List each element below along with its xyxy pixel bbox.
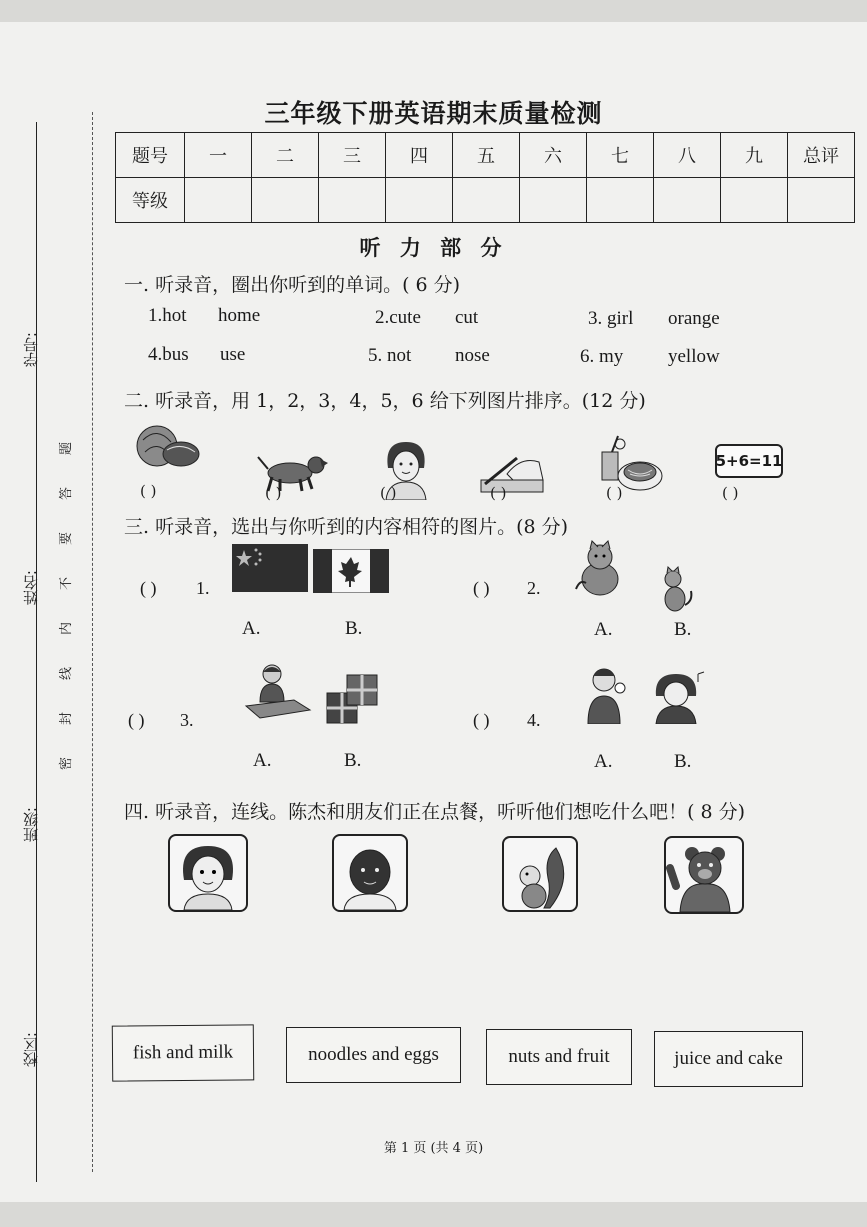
- q1-word[interactable]: nose: [455, 345, 490, 366]
- portrait-boy[interactable]: [332, 834, 408, 912]
- food-label: fish and milk: [132, 1041, 234, 1064]
- option-a: A.: [253, 750, 272, 771]
- equation-text: 5+6=11: [715, 452, 783, 470]
- q2-answer-paren[interactable]: ( ): [606, 484, 623, 502]
- score-cell[interactable]: [721, 178, 788, 223]
- score-cell[interactable]: [386, 178, 453, 223]
- q3-paren[interactable]: ( ): [473, 578, 490, 598]
- option-b: B.: [674, 751, 692, 772]
- food-label: nuts and fruit: [508, 1046, 610, 1067]
- binding-line: [36, 122, 37, 1182]
- score-col: 六: [520, 133, 587, 178]
- q3-number: 1.: [196, 578, 210, 598]
- q1-word[interactable]: use: [220, 344, 246, 365]
- seal-char: 封: [59, 711, 75, 726]
- q1-word[interactable]: 1.hot: [148, 305, 187, 326]
- score-cell[interactable]: [520, 178, 587, 223]
- score-col: 八: [654, 133, 721, 178]
- food-box[interactable]: [112, 1024, 254, 1081]
- score-cell[interactable]: [319, 178, 386, 223]
- seal-char: 内: [59, 621, 75, 636]
- score-cell[interactable]: [252, 178, 319, 223]
- seal-char: 要: [59, 531, 75, 546]
- q1-word[interactable]: 6. my: [580, 346, 624, 367]
- q2-answer-paren[interactable]: ( ): [380, 484, 397, 502]
- option-b: B.: [344, 750, 362, 771]
- seal-char: 题: [59, 441, 75, 456]
- boy-eating-picture: [584, 662, 630, 724]
- exam-title: 三年级下册英语期末质量检测: [264, 99, 603, 128]
- q3-number: 3.: [180, 710, 194, 730]
- q3-paren[interactable]: ( ): [473, 710, 490, 730]
- china-flag-picture: [232, 544, 308, 592]
- score-col: 九: [721, 133, 788, 178]
- q1-word[interactable]: home: [218, 305, 261, 326]
- q1-prompt: 一. 听录音，圈出你听到的单词。( 6 分): [124, 274, 461, 296]
- food-box[interactable]: [286, 1027, 461, 1083]
- score-table: [115, 132, 855, 223]
- girl-singing-picture: [648, 668, 706, 724]
- score-col: 四: [386, 133, 453, 178]
- q3-paren[interactable]: ( ): [128, 710, 145, 730]
- food-label: juice and cake: [674, 1048, 783, 1069]
- q3-number: 4.: [527, 710, 541, 730]
- q2-answer-paren[interactable]: ( ): [722, 484, 739, 502]
- score-row-label: 等级: [116, 178, 185, 223]
- score-cell[interactable]: [654, 178, 721, 223]
- section-title: 听 力 部 分: [359, 235, 508, 260]
- score-cell[interactable]: [788, 178, 855, 223]
- q2-prompt: 二. 听录音，用 1，2，3，4，5，6 给下列图片排序。(12 分): [124, 390, 646, 412]
- score-col: 二: [252, 133, 319, 178]
- score-cell[interactable]: [587, 178, 654, 223]
- option-a: A.: [242, 618, 261, 639]
- score-col: 七: [587, 133, 654, 178]
- score-col: 总评: [788, 133, 855, 178]
- squirrel-icon: [504, 838, 576, 910]
- score-cell[interactable]: [453, 178, 520, 223]
- page-footer: 第 1 页 (共 4 页): [383, 1141, 484, 1156]
- q3-paren[interactable]: ( ): [140, 578, 157, 598]
- q1-word[interactable]: 2.cute: [375, 307, 421, 328]
- thin-cat-picture: [655, 565, 695, 613]
- food-box[interactable]: [654, 1031, 803, 1087]
- score-col: 一: [185, 133, 252, 178]
- option-b: B.: [345, 618, 363, 639]
- cabbage-picture: [133, 420, 203, 472]
- name-label: 姓名:: [22, 570, 40, 606]
- q4-prompt: 四. 听录音，连线。陈杰和朋友们正在点餐，听听他们想吃什么吧！( 8 分): [124, 801, 746, 823]
- boy-face-icon: [334, 836, 406, 910]
- portrait-girl[interactable]: [168, 834, 248, 912]
- exam-page: [0, 22, 867, 1202]
- q1-word[interactable]: 5. not: [368, 345, 412, 366]
- option-a: A.: [594, 619, 613, 640]
- portrait-bear[interactable]: [664, 836, 744, 914]
- q2-answer-paren[interactable]: ( ): [265, 484, 282, 502]
- q1-word[interactable]: cut: [455, 307, 479, 328]
- bear-icon: [666, 838, 742, 912]
- girl-face-icon: [170, 836, 246, 910]
- q1-word[interactable]: orange: [668, 308, 720, 329]
- q1-word[interactable]: 4.bus: [148, 344, 189, 365]
- q1-word[interactable]: yellow: [668, 346, 720, 367]
- score-cell[interactable]: [185, 178, 252, 223]
- food-label: noodles and eggs: [308, 1044, 439, 1065]
- q3-prompt: 三. 听录音，选出与你听到的内容相符的图片。(8 分): [124, 516, 569, 538]
- food-box[interactable]: [486, 1029, 632, 1085]
- seal-char: 密: [59, 756, 75, 771]
- score-header-label: 题号: [116, 133, 185, 178]
- student-no-label: 学号:: [22, 332, 40, 368]
- score-col: 五: [453, 133, 520, 178]
- seal-char: 不: [59, 576, 75, 591]
- boy-drawing-picture: [244, 660, 312, 722]
- campus-label: 校区:: [22, 1032, 40, 1068]
- q1-word[interactable]: 3. girl: [588, 308, 634, 329]
- writing-hand-picture: [477, 444, 547, 496]
- cut-line: [92, 112, 93, 1172]
- q2-answer-paren[interactable]: ( ): [140, 482, 157, 500]
- option-b: B.: [674, 619, 692, 640]
- seal-char: 线: [59, 666, 75, 681]
- portrait-squirrel[interactable]: [502, 836, 578, 912]
- q2-answer-paren[interactable]: ( ): [490, 484, 507, 502]
- seal-char: 答: [59, 486, 75, 501]
- class-label: 班级:: [22, 807, 40, 843]
- q3-number: 2.: [527, 578, 541, 598]
- gift-boxes-picture: [323, 667, 383, 727]
- equation-picture: [715, 444, 783, 478]
- option-a: A.: [594, 751, 613, 772]
- fat-cat-picture: [572, 539, 628, 597]
- canada-flag-picture: [313, 549, 389, 593]
- score-col: 三: [319, 133, 386, 178]
